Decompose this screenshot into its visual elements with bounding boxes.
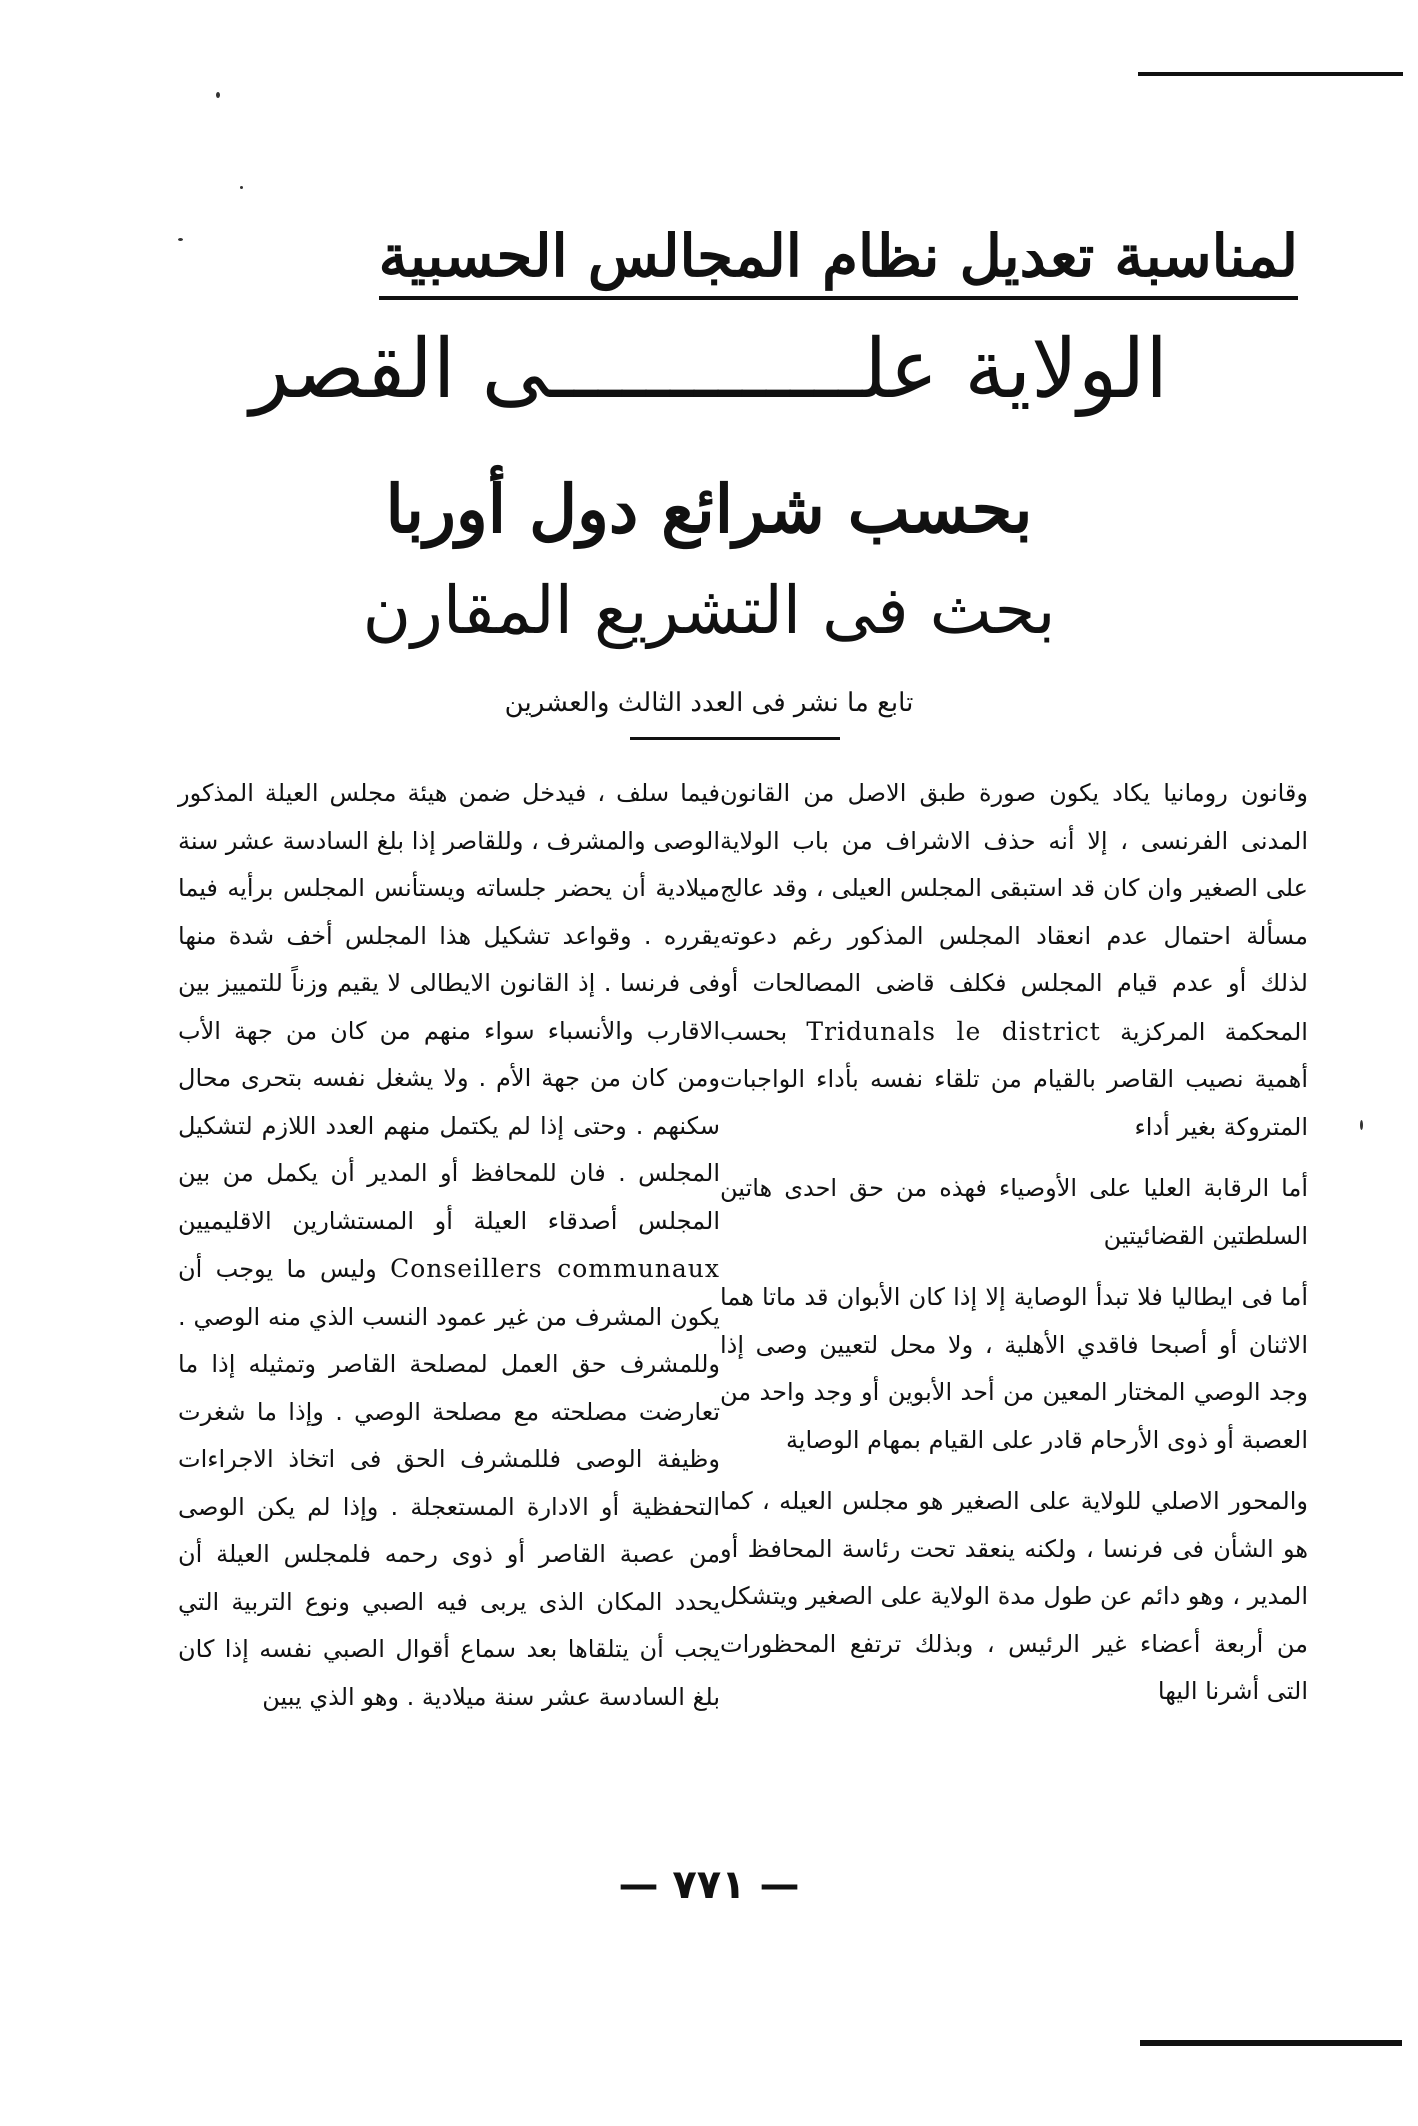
paragraph-text: وقانون رومانيا يكاد يكون صورة طبق الاصل من القانون المدنى الفرنسى ، إلا أنه حذف الاشراف من باب الولاية على الصغير وان كان قد استبقى المجلس العيلى ، وقد عالج مسألة احتمال عدم انعقاد المجلس المذكور رغم دعوته لذلك أو عدم قيام المجلس فكلف قاضى المصالحات أو المحكمة المركزية <box>720 779 1308 1046</box>
top-rule <box>1138 72 1403 76</box>
ink-speck <box>1360 1120 1363 1130</box>
paragraph: والمحور الاصلي للولاية على الصغير هو مجلس العيله ، كما هو الشأن فى فرنسا ، ولكنه ينعقد تحت رئاسة المحافظ أو المدير ، وهو دائم عن طول مدة الولاية على الصغير ويتشكل من أربعة أعضاء غير الرئيس ، وبذلك ترتفع المحظورات التى أشرنا اليها <box>720 1487 1308 1705</box>
article-subtitle-secondary: بحث فى التشريع المقارن <box>362 572 1056 649</box>
text-column-right <box>720 770 1308 1716</box>
foreign-term: Tridunals le district <box>806 1016 1101 1046</box>
ink-speck <box>178 238 183 241</box>
paragraph-text: وليس ما يوجب أن يكون المشرف من غير عمود النسب الذي منه الوصي . وللمشرف حق العمل لمصلحة القاصر وتمثيله إذا ما تعارضت مصلحته مع مصلحة الوصي . وإذا ما شغرت وظيفة الوصى فللمشرف الحق فى اتخاذ الاجراءات التحفظية أو الادارة المستعجلة . وإذا لم يكن الوصى من عصبة القاصر أو ذوى رحمه فلمجلس العيلة أن يحدد المكان الذى يربى فيه الصبي ونوع التربية التي يجب أن يتلقاها بعد سماع أقوال الصبي نفسه إذا كان بلغ السادسة عشر سنة ميلادية . وهو الذي يبين <box>178 1255 720 1711</box>
bottom-rule <box>1140 2040 1402 2046</box>
page-number: — ٧٧١ — <box>618 1862 800 1908</box>
paragraph: أما فى ايطاليا فلا تبدأ الوصاية إلا إذا كان الأبوان قد ماتا هما الاثنان أو أصبحا فاقدي الأهلية ، ولا محل لتعيين وصى إذا وجد الوصي المختار المعين من أحد الأبوين أو وجد واحد من العصبة أو ذوى الأرحام قادر على القيام بمهام الوصاية <box>720 1283 1308 1454</box>
article-subtitle: بحسب شرائع دول أوربا <box>385 470 1033 548</box>
paragraph: أما الرقابة العليا على الأوصياء فهذه من حق احدى هاتين السلطتين القضائيتين <box>720 1174 1308 1250</box>
text-column-left <box>178 770 720 1721</box>
paragraph-text: فيما سلف ، فيدخل ضمن هيئة مجلس العيلة المذكور الوصى والمشرف ، وللقاصر إذا بلغ السادسة عشر سنة ميلادية أن يحضر جلساته ويستأنس المجلس برأيه فيما يقرره . وقواعد تشكيل هذا المجلس أخف شدة منها فى فرنسا . إذ القانون الايطالى لا يقيم وزناً للتمييز بين الاقارب والأنسباء سواء منهم من كان من جهة الأب ومن كان من جهة الأم . ولا يشغل نفسه بتحرى محال سكنهم . وحتى إذا لم يكتمل منهم العدد اللازم لتشكيل المجلس . فان للمحافظ أو المدير أن يكمل من بين المجلس أصدقاء العيلة أو المستشارين الاقليميين <box>178 779 720 1235</box>
kicker-heading: لمناسبة تعديل نظام المجالس الحسبية <box>379 222 1298 300</box>
paragraph <box>720 770 1308 1151</box>
article-title: الولاية علـــــــــــــى القصر <box>249 322 1169 417</box>
paragraph <box>178 770 720 1721</box>
ink-speck <box>240 186 243 189</box>
paragraph-text: بحسب أهمية نصيب القاصر بالقيام من تلقاء نفسه بأداء الواجبات المتروكة بغير أداء <box>720 1017 1308 1141</box>
foreign-term: Conseillers communaux <box>390 1254 720 1283</box>
continued-note: تابع ما نشر فى العدد الثالث والعشرين <box>504 688 914 718</box>
section-divider <box>630 737 840 740</box>
ink-speck <box>216 92 220 98</box>
